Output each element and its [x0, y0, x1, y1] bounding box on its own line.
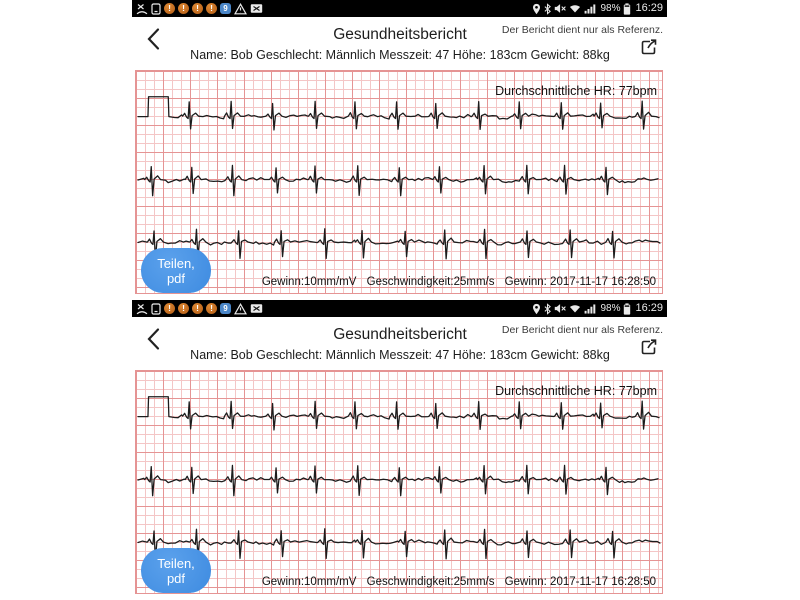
disclaimer-text: Der Bericht dient nur als Referenz. — [501, 24, 663, 36]
ecg-chart — [135, 70, 663, 294]
warning-triangle-icon — [234, 303, 247, 315]
disclaimer-text: Der Bericht dient nur als Referenz. — [501, 324, 663, 336]
signal-strength-icon — [584, 4, 597, 14]
timestamp-label: Gewinn: 2017-11-17 16:28:50 — [504, 276, 656, 288]
alert-notification-icon — [192, 3, 203, 14]
status-bar — [132, 0, 667, 17]
gain-label: Gewinn:10mm/mV — [261, 276, 357, 288]
clock: 16:29 — [635, 302, 663, 314]
signal-strength-icon — [584, 304, 597, 314]
chat-app-badge-icon: 9 — [220, 3, 231, 14]
bluetooth-icon — [544, 3, 551, 15]
chart-footer — [255, 276, 656, 288]
alert-notification-icon — [206, 303, 217, 314]
status-bar — [132, 300, 667, 317]
missed-call-icon — [136, 3, 148, 15]
chart-footer — [255, 576, 656, 588]
speed-label: Geschwindigkeit:25mm/s — [366, 276, 495, 288]
share-pdf-button[interactable]: Teilen, pdf — [141, 548, 211, 593]
ecg-chart — [135, 370, 663, 594]
wifi-icon — [569, 4, 581, 13]
mail-error-icon — [250, 303, 263, 314]
warning-triangle-icon — [234, 3, 247, 15]
system-status-icons — [532, 0, 663, 17]
speed-label: Geschwindigkeit:25mm/s — [366, 576, 495, 588]
ecg-traces — [136, 371, 662, 593]
alert-notification-icon — [192, 303, 203, 314]
battery-percent: 98% — [600, 303, 621, 314]
timestamp-label: Gewinn: 2017-11-17 16:28:50 — [504, 576, 656, 588]
alert-notification-icon — [164, 303, 175, 314]
average-hr-label: Durchschnittliche HR: 77bpm — [495, 84, 657, 98]
bluetooth-icon — [544, 303, 551, 315]
alert-notification-icon — [164, 3, 175, 14]
ecg-traces — [136, 71, 662, 293]
location-icon — [532, 303, 541, 315]
share-pdf-button[interactable]: Teilen, pdf — [141, 248, 211, 293]
battery-icon — [623, 303, 631, 315]
alert-notification-icon — [206, 3, 217, 14]
system-status-icons — [532, 300, 663, 317]
missed-call-icon — [136, 303, 148, 315]
page-title: Gesundheitsbericht — [333, 326, 467, 343]
average-hr-label: Durchschnittliche HR: 77bpm — [495, 384, 657, 398]
battery-percent: 98% — [600, 3, 621, 14]
alert-notification-icon — [178, 303, 189, 314]
clock: 16:29 — [635, 2, 663, 14]
notification-icons — [136, 303, 263, 315]
sim-card-icon — [151, 3, 161, 15]
alert-notification-icon — [178, 3, 189, 14]
mail-error-icon — [250, 3, 263, 14]
health-report-screen-2 — [0, 300, 800, 600]
location-icon — [532, 3, 541, 15]
chat-app-badge-icon: 9 — [220, 303, 231, 314]
gain-label: Gewinn:10mm/mV — [261, 576, 357, 588]
mute-icon — [554, 3, 566, 14]
wifi-icon — [569, 304, 581, 313]
mute-icon — [554, 303, 566, 314]
patient-info: Name: Bob Geschlecht: Männlich Messzeit: 47 Höhe: 183cm Gewicht: 88kg — [190, 348, 610, 362]
notification-icons — [136, 3, 263, 15]
sim-card-icon — [151, 303, 161, 315]
battery-icon — [623, 3, 631, 15]
patient-info: Name: Bob Geschlecht: Männlich Messzeit: 47 Höhe: 183cm Gewicht: 88kg — [190, 48, 610, 62]
page-title: Gesundheitsbericht — [333, 26, 467, 43]
